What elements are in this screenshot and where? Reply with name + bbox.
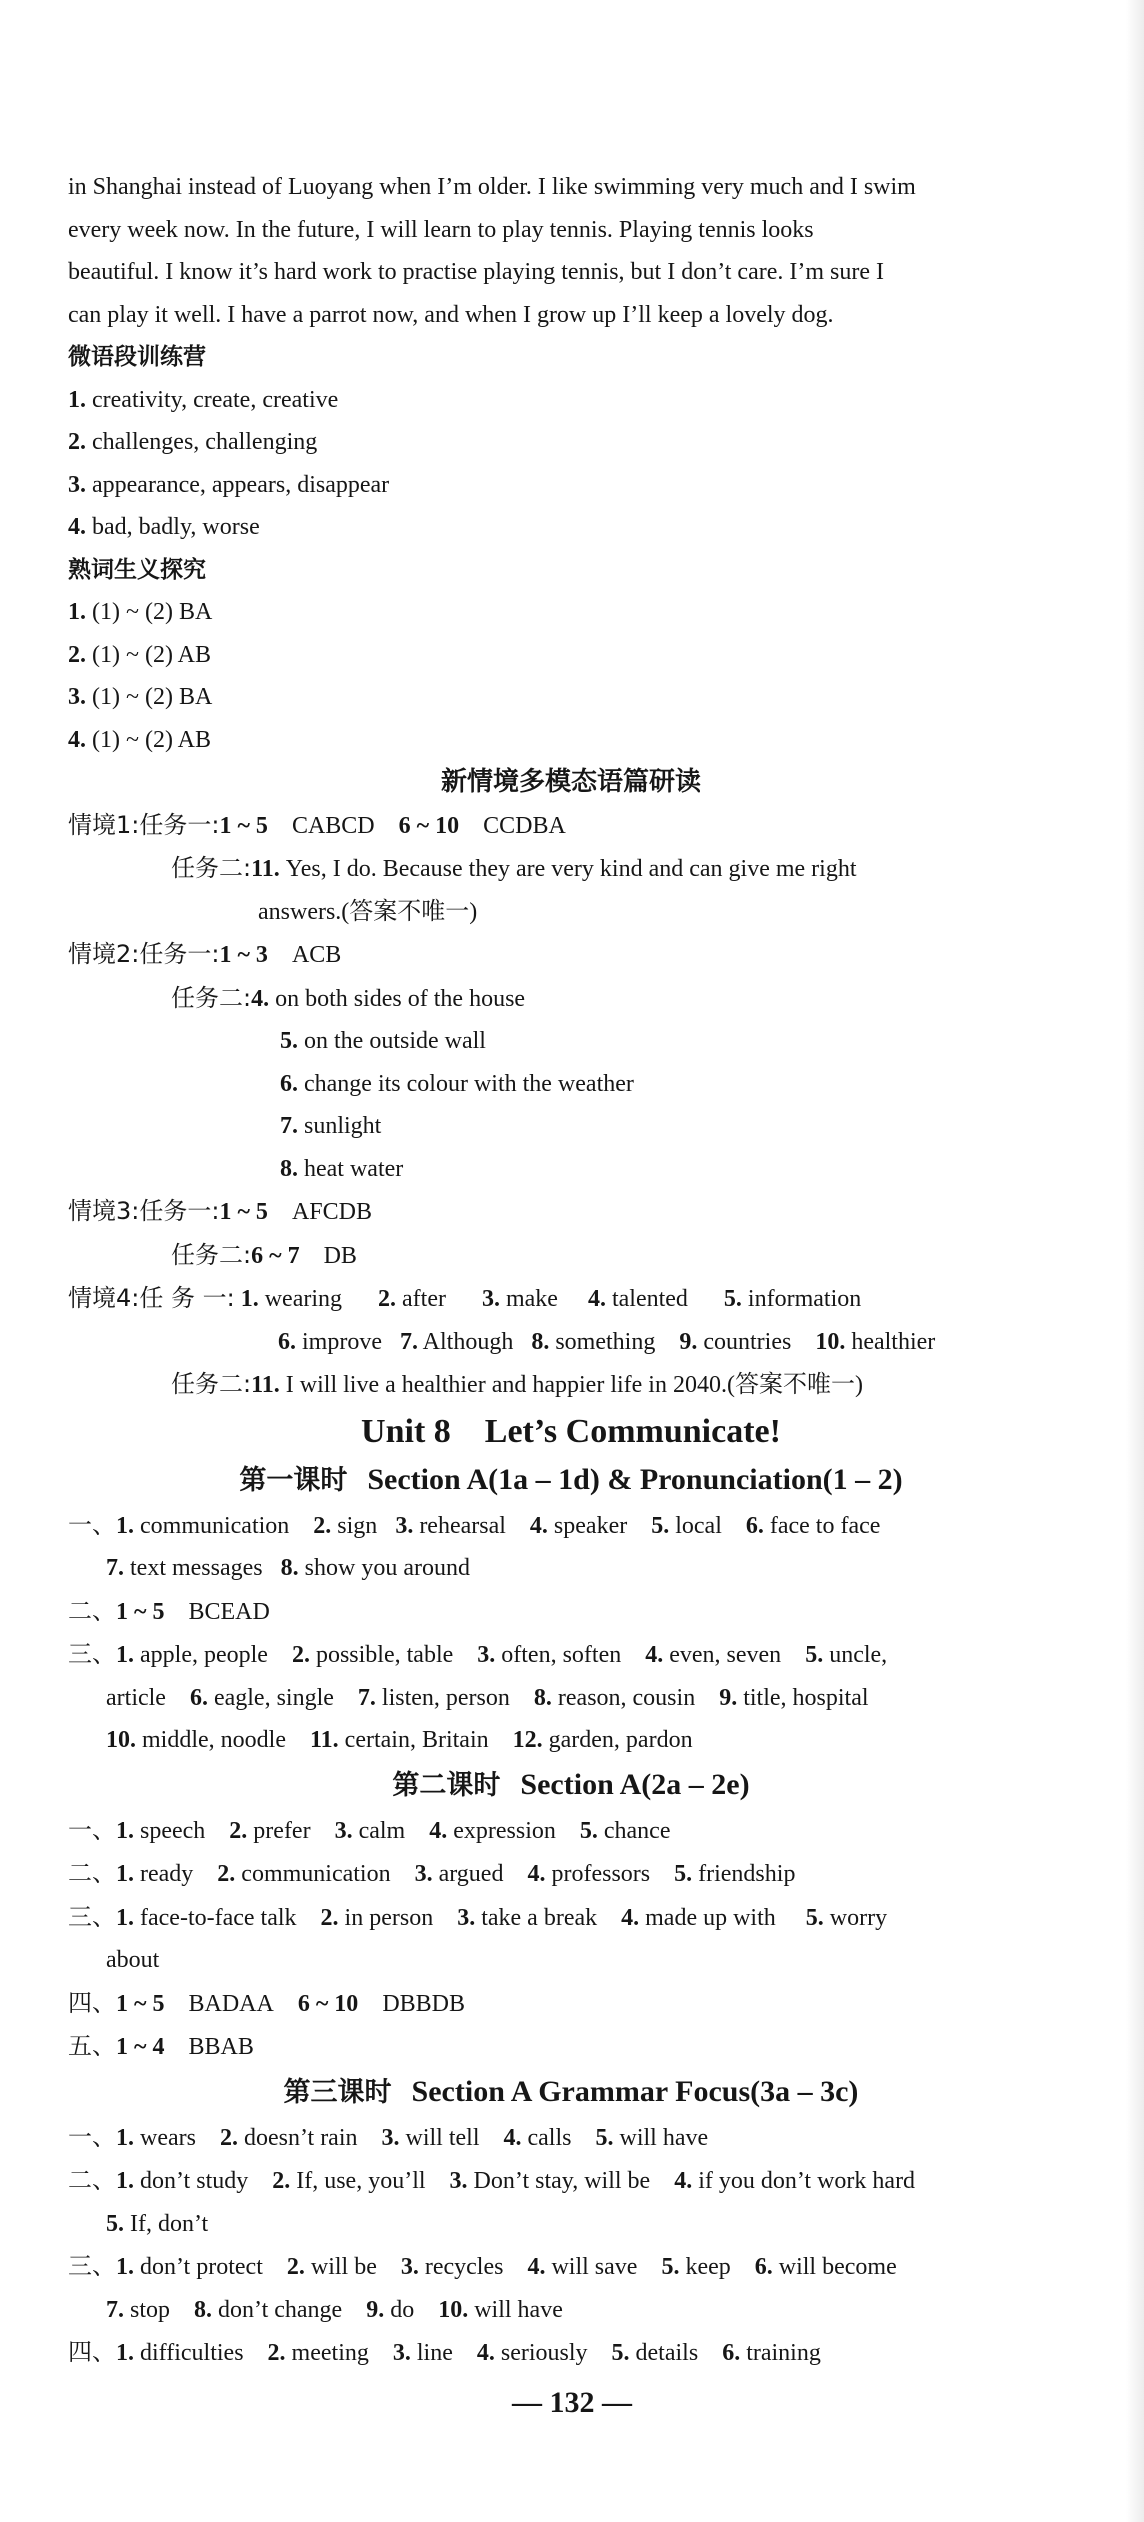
lesson-2-q4: 四、1 ~ 5 BADAA 6 ~ 10 DBBDB <box>68 1988 465 2017</box>
lesson-3-q1: 一、1. wears 2. doesn’t rain 3. will tell 4. calls 5. will have <box>68 2122 709 2151</box>
shuci-heading: 熟词生义探究 <box>68 556 206 583</box>
lesson-3-q2-cont: 5. If, don’t <box>106 2210 209 2237</box>
lesson-3-q2: 二、1. don’t study 2. If, use, you’ll 3. Don’t stay, will be 4. if you don’t work hard <box>68 2166 916 2194</box>
lesson-3-q4: 四、1. difficulties 2. meeting 3. line 4. seriously 5. details 6. training <box>68 2338 821 2366</box>
shuci-item-3: 3. (1) ~ (2) BA <box>68 684 213 710</box>
lesson-1-q1-cont: 7. text messages 8. show you around <box>106 1555 470 1581</box>
lesson-2-q3: 三、1. face-to-face talk 2. in person 3. take a break 4. made up with 5. worry <box>68 1902 888 1931</box>
lesson-3-q3: 三、1. don’t protect 2. will be 3. recycles 4. will save 5. keep 6. will become <box>68 2252 897 2280</box>
scenario-2-task-2-item-5: 5. on the outside wall <box>280 1028 486 1054</box>
shuci-item-1: 1. (1) ~ (2) BA <box>68 599 213 625</box>
lesson-1-q3-cont-1: article 6. eagle, single 7. listen, person 8. reason, cousin 9. title, hospital <box>106 1684 869 1711</box>
scenario-3-task-2: 任务二:6 ~ 7 DB <box>171 1240 357 1269</box>
lesson-1-q1: 一、1. communication 2. sign 3. rehearsal 4. speaker 5. local 6. face to face <box>68 1510 881 1539</box>
lesson-1-heading: 第一课时 Section A(1a – 1d) & Pronunciation(1 – 2) <box>239 1462 903 1496</box>
scenario-1-task-2: 任务二:11. Yes, I do. Because they are very kind and can give me right <box>171 854 857 882</box>
scenario-2-task-1: 情境2:任务一:1 ~ 3 ACB <box>68 940 342 968</box>
scenario-3-task-1: 情境3:任务一:1 ~ 5 AFCDB <box>68 1197 372 1225</box>
scenario-4-task-1: 情境4:任 务 一: 1. wearing 2. after 3. make 4. talented 5. information <box>68 1284 862 1312</box>
lesson-2-q3-cont: about <box>106 1947 160 1973</box>
page-edge-shadow <box>1126 0 1144 2522</box>
scenario-4-task-1-cont: 6. improve 7. Although 8. something 9. countries 10. healthier <box>278 1328 936 1355</box>
lesson-2-heading: 第二课时 Section A(2a – 2e) <box>392 1767 750 1801</box>
lesson-3-q3-cont: 7. stop 8. don’t change 9. do 10. will have <box>106 2296 563 2323</box>
micro-heading: 微语段训练营 <box>68 344 206 370</box>
unit-title: Unit 8 Let’s Communicate! <box>361 1412 781 1450</box>
scenario-2-task-2-item-6: 6. change its colour with the weather <box>280 1070 634 1097</box>
scenario-2-task-2-item-7: 7. sunlight <box>280 1113 382 1139</box>
scenario-2-task-2-item-8: 8. heat water <box>280 1155 404 1182</box>
intro-line-2: every week now. In the future, I will learn to play tennis. Playing tennis looks <box>68 216 814 243</box>
shuci-item-4: 4. (1) ~ (2) AB <box>68 726 211 753</box>
scenario-heading: 新情境多模态语篇研读 <box>440 767 701 797</box>
scenario-1-task-1: 情境1:任务一:1 ~ 5 CABCD 6 ~ 10 CCDBA <box>68 810 566 839</box>
micro-item-1: 1. creativity, create, creative <box>68 386 339 413</box>
scenario-4-task-2: 任务二:11. I will live a healthier and happier life in 2040.(答案不唯一) <box>171 1370 863 1398</box>
micro-item-4: 4. bad, badly, worse <box>68 514 260 540</box>
shuci-item-2: 2. (1) ~ (2) AB <box>68 641 211 668</box>
scenario-2-task-2-item-4: 任务二:4. on both sides of the house <box>171 983 526 1012</box>
micro-item-2: 2. challenges, challenging <box>68 429 318 455</box>
lesson-2-q5: 五、1 ~ 4 BBAB <box>68 2032 254 2060</box>
lesson-1-q2: 二、1 ~ 5 BCEAD <box>68 1596 270 1625</box>
intro-line-1: in Shanghai instead of Luoyang when I’m older. I like swimming very much and I swim <box>68 174 916 200</box>
lesson-2-q2: 二、1. ready 2. communication 3. argued 4. professors 5. friendship <box>68 1859 796 1887</box>
lesson-3-heading: 第三课时 Section A Grammar Focus(3a – 3c) <box>283 2074 859 2108</box>
scenario-1-task-2-cont: answers.(答案不唯一) <box>258 898 478 925</box>
lesson-1-q3: 三、1. apple, people 2. possible, table 3. often, soften 4. even, seven 5. uncle, <box>68 1640 888 1668</box>
page-number: — 132 — <box>512 2386 632 2419</box>
intro-line-4: can play it well. I have a parrot now, and when I grow up I’ll keep a lovely dog. <box>68 301 834 328</box>
intro-line-3: beautiful. I know it’s hard work to practise playing tennis, but I don’t care. I’m sure I <box>68 259 885 285</box>
lesson-2-q1: 一、1. speech 2. prefer 3. calm 4. expression 5. chance <box>68 1815 671 1844</box>
lesson-1-q3-cont-2: 10. middle, noodle 11. certain, Britain 12. garden, pardon <box>106 1727 693 1753</box>
answer-content <box>68 166 1074 2375</box>
micro-item-3: 3. appearance, appears, disappear <box>68 471 390 498</box>
